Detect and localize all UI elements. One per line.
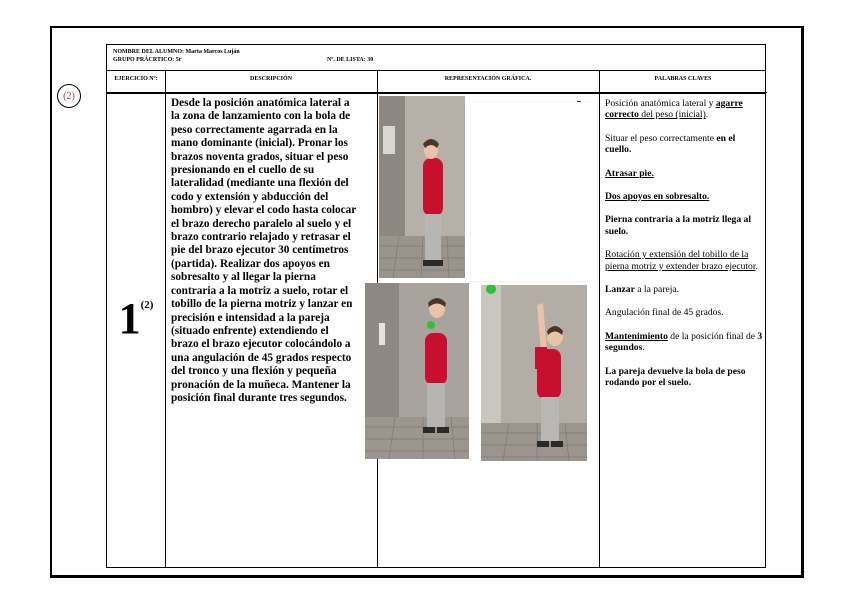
keyword-5: Pierna contraria a la motriz llega al suelo. <box>605 214 751 237</box>
keyword-1: Posición anatómica lateral y agarre correcto del peso (inicial). <box>605 98 743 121</box>
keyword-9: Mantenimiento de la posición final de 3 segundos. <box>605 330 763 354</box>
student-name: NOMBRE DEL ALUMNO: Marta Marcos Luján <box>113 49 240 55</box>
placeholder-mark <box>577 101 581 102</box>
section-badge: (2) <box>57 84 81 108</box>
photo-placeholder <box>471 103 597 281</box>
photo-initial-position <box>379 96 465 278</box>
col-header-grafica: REPRESENTACIÓN GRÁFICA. <box>377 71 599 93</box>
student-header <box>107 45 765 71</box>
keyword-2: Situar el peso correctamente en el cuello. <box>605 132 736 156</box>
keyword-3: Atrasar pie. <box>605 167 654 179</box>
col-header-descripcion: DESCRIPCIÓN <box>165 71 377 93</box>
photo-final-position <box>481 285 587 461</box>
photo-arm-raised-position <box>365 283 469 459</box>
keyword-7: Lanzar a la pareja. <box>605 284 680 296</box>
keyword-10: La pareja devuelve la bola de peso rodando por el suelo. <box>605 365 746 389</box>
keyword-4: Dos apoyos en sobresalto. <box>605 191 710 203</box>
list-number: Nº. DE LISTA: 30 <box>327 57 374 63</box>
exercise-number-note: (2) <box>140 299 154 311</box>
keyword-8: Angulación final de 45 grados. <box>605 307 724 319</box>
keywords-list <box>605 98 763 401</box>
student-group: GRUPO PRÁCRTICO: 5r <box>113 57 182 63</box>
keyword-6: Rotación y extensión del tobillo de la pierna motriz y extender brazo ejecutor. <box>605 249 758 272</box>
col-divider <box>165 71 166 567</box>
exercise-number-value: 1 <box>118 294 141 343</box>
header-row-divider <box>107 93 765 94</box>
exercise-description: Desde la posición anatómica lateral a la zona de lanzamiento con la bola de peso correctamente agarrada en la mano dominante (inicial). Pronar los brazos noventa grados, situar el peso presionando en el cuello de su lateralidad (mediante una flexión del codo y extensión y abducción del hombro) y elevar el codo hasta colocar el brazo derecho paralelo al suelo y el brazo contrario relajado y retrasar el pie del brazo ejecutor 30 centímetros (partida). Realizar dos apoyos en sobresalto y al llegar la pierna contraria a la motriz a suelo, rotar el tobillo de la pierna motriz y lanzar en precisión e intensidad a la pareja (situado enfrente) extendiendo el brazo el brazo ejecutor colocándolo a una angulación de 45 grados respecto del tronco y una flexión y pequeña pronación de la muñeca. Mantener la posición final durante tres segundos. <box>171 97 357 404</box>
col-header-claves: PALABRAS CLAVES <box>599 71 767 93</box>
col-header-ejercicio: EJERCICIO Nº: <box>107 71 165 93</box>
exercise-sheet <box>106 44 766 568</box>
exercise-number <box>107 294 165 343</box>
col-divider <box>599 71 600 567</box>
